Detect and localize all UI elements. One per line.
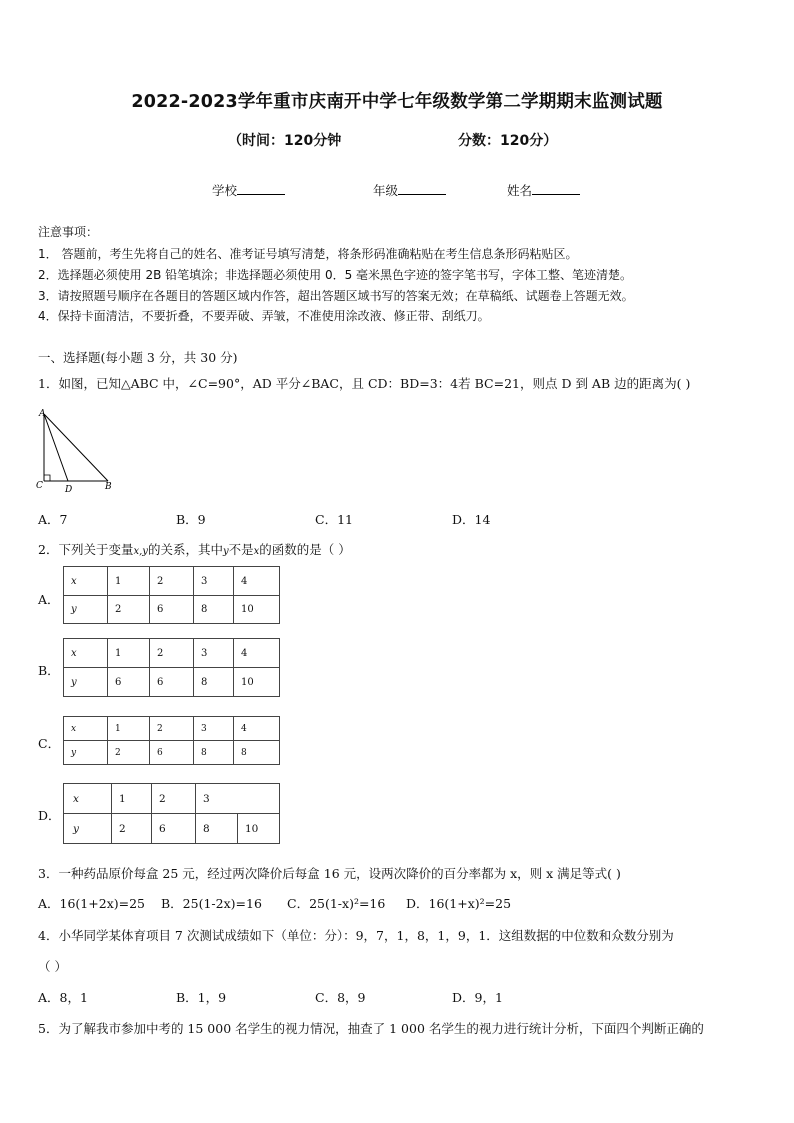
cell: 8 bbox=[196, 814, 238, 844]
school-field bbox=[212, 181, 285, 199]
grade-label: 年级 bbox=[373, 183, 399, 198]
q2-text-mid2: 不是 bbox=[228, 542, 254, 557]
q2-text-mid: 的关系，其中 bbox=[147, 542, 223, 557]
cell: 4 bbox=[234, 639, 280, 668]
section-heading: 一、选择题(每小题 3 分，共 30 分) bbox=[38, 350, 238, 365]
q2-table-d[interactable] bbox=[63, 783, 280, 844]
cell: 10 bbox=[238, 814, 280, 844]
cell: 6 bbox=[150, 668, 194, 697]
q4-option-c[interactable]: C．8，9 bbox=[315, 990, 366, 1005]
cell: 3 bbox=[194, 567, 234, 596]
cell: 2 bbox=[108, 596, 150, 624]
q2-option-c-label[interactable]: C． bbox=[38, 736, 61, 751]
cell: x bbox=[64, 784, 112, 814]
q1-option-a[interactable]: A．7 bbox=[38, 512, 68, 527]
name-field bbox=[507, 181, 580, 199]
school-blank bbox=[237, 182, 285, 195]
question-2 bbox=[38, 540, 351, 558]
q1-option-b[interactable]: B．9 bbox=[176, 512, 206, 527]
cell: 8 bbox=[194, 668, 234, 697]
q2-table-a[interactable] bbox=[63, 566, 280, 624]
cell: x bbox=[64, 567, 108, 596]
q3-option-b[interactable]: B．25(1-2x)=16 bbox=[161, 896, 262, 911]
q4-option-d[interactable]: D．9，1 bbox=[452, 990, 503, 1005]
cell: 2 bbox=[150, 567, 194, 596]
cell: 3 bbox=[196, 784, 280, 814]
cell: 2 bbox=[108, 741, 150, 765]
notice-item-4: 4．保持卡面清洁，不要折叠，不要弄破、弄皱，不准使用涂改液、修正带、刮纸刀。 bbox=[38, 309, 490, 323]
question-1: 1．如图，已知△ABC 中，∠C=90°，AD 平分∠BAC，且 CD：BD=3：4若 BC=21，则点 D 到 AB 边的距离为( ) bbox=[38, 376, 691, 391]
question-5: 5．为了解我市参加中考的 15 000 名学生的视力情况，抽查了 1 000 名学生的视力进行统计分析，下面四个判断正确的 bbox=[38, 1021, 704, 1036]
right-angle-mark bbox=[44, 475, 50, 481]
side-ab bbox=[44, 414, 108, 481]
name-label: 姓名 bbox=[507, 183, 533, 198]
grade-blank bbox=[398, 182, 446, 195]
cell: 8 bbox=[234, 741, 280, 765]
cell: 1 bbox=[108, 717, 150, 741]
notice-heading: 注意事项： bbox=[38, 225, 99, 239]
notice-item-3: 3．请按照题号顺序在各题目的答题区域内作答，超出答题区域书写的答案无效；在草稿纸、试题卷上答题无效。 bbox=[38, 289, 634, 303]
label-c: C bbox=[36, 481, 43, 491]
name-blank bbox=[532, 182, 580, 195]
label-d: D bbox=[65, 485, 73, 495]
q2-table-b[interactable] bbox=[63, 638, 280, 697]
cell: 3 bbox=[194, 717, 234, 741]
cell: 10 bbox=[234, 668, 280, 697]
cell: 6 bbox=[108, 668, 150, 697]
q4-option-b[interactable]: B．1，9 bbox=[176, 990, 227, 1005]
cell: 6 bbox=[150, 596, 194, 624]
cell: 6 bbox=[152, 814, 196, 844]
triangle-figure bbox=[32, 404, 122, 496]
cell: 8 bbox=[194, 741, 234, 765]
cell: 2 bbox=[150, 639, 194, 668]
page-title: 2022-2023学年重市庆南开中学七年级数学第二学期期末监测试题 bbox=[131, 92, 663, 112]
cell: 8 bbox=[194, 596, 234, 624]
cell: y bbox=[64, 741, 108, 765]
q2-var-x: x bbox=[253, 546, 260, 557]
q4-option-a[interactable]: A．8，1 bbox=[38, 990, 88, 1005]
q3-option-d[interactable]: D．16(1+x)²=25 bbox=[406, 896, 512, 911]
q2-text-pre: 2．下列关于变量 bbox=[38, 542, 134, 557]
q2-vars: x,y bbox=[133, 546, 148, 557]
q2-option-d-label[interactable]: D． bbox=[38, 808, 61, 823]
label-a: A bbox=[39, 409, 46, 419]
q2-option-a-label[interactable]: A． bbox=[38, 592, 60, 607]
cell: y bbox=[64, 596, 108, 624]
cell: 1 bbox=[112, 784, 152, 814]
cell: 1 bbox=[108, 639, 150, 668]
cell: 6 bbox=[150, 741, 194, 765]
q2-table-c[interactable] bbox=[63, 716, 280, 765]
q2-var-y: y bbox=[222, 546, 229, 557]
question-4-line-1: 4．小华同学某体育项目 7 次测试成绩如下（单位：分）：9，7，1，8，1，9，1．这组数据的中位数和众数分别为 bbox=[38, 928, 674, 943]
cell: 2 bbox=[150, 717, 194, 741]
cell: 2 bbox=[152, 784, 196, 814]
exam-score: 分数：120分） bbox=[458, 133, 558, 149]
cell: 3 bbox=[194, 639, 234, 668]
notice-item-1: 1． 答题前，考生先将自己的姓名、准考证号填写清楚，将条形码准确粘贴在考生信息条形码粘贴区。 bbox=[38, 247, 578, 261]
cell: 4 bbox=[234, 567, 280, 596]
cell: 4 bbox=[234, 717, 280, 741]
cell: x bbox=[64, 639, 108, 668]
q3-option-a[interactable]: A．16(1+2x)=25 bbox=[38, 896, 145, 911]
q3-option-c[interactable]: C．25(1-x)²=16 bbox=[287, 896, 386, 911]
cell: y bbox=[64, 814, 112, 844]
bisector-ad bbox=[44, 414, 68, 481]
question-3: 3．一种药品原价每盒 25 元，经过两次降价后每盒 16 元，设两次降价的百分率都为 x，则 x 满足等式( ) bbox=[38, 866, 621, 881]
notice-item-2: 2．选择题必须使用 2B 铅笔填涂；非选择题必须使用 0．5 毫米黑色字迹的签字笔书写，字体工整、笔迹清楚。 bbox=[38, 268, 633, 282]
cell: 10 bbox=[234, 596, 280, 624]
exam-time: （时间：120分钟 bbox=[228, 133, 342, 149]
q2-text-post: 的函数的是（ ） bbox=[259, 542, 351, 557]
question-4-line-2: （ ） bbox=[38, 959, 67, 974]
label-b: B bbox=[105, 482, 112, 492]
cell: 1 bbox=[108, 567, 150, 596]
cell: y bbox=[64, 668, 108, 697]
school-label: 学校 bbox=[212, 183, 238, 198]
q1-option-c[interactable]: C．11 bbox=[315, 512, 353, 527]
grade-field bbox=[373, 181, 446, 199]
q2-option-b-label[interactable]: B． bbox=[38, 663, 60, 678]
q1-option-d[interactable]: D．14 bbox=[452, 512, 491, 527]
cell: x bbox=[64, 717, 108, 741]
cell: 2 bbox=[112, 814, 152, 844]
